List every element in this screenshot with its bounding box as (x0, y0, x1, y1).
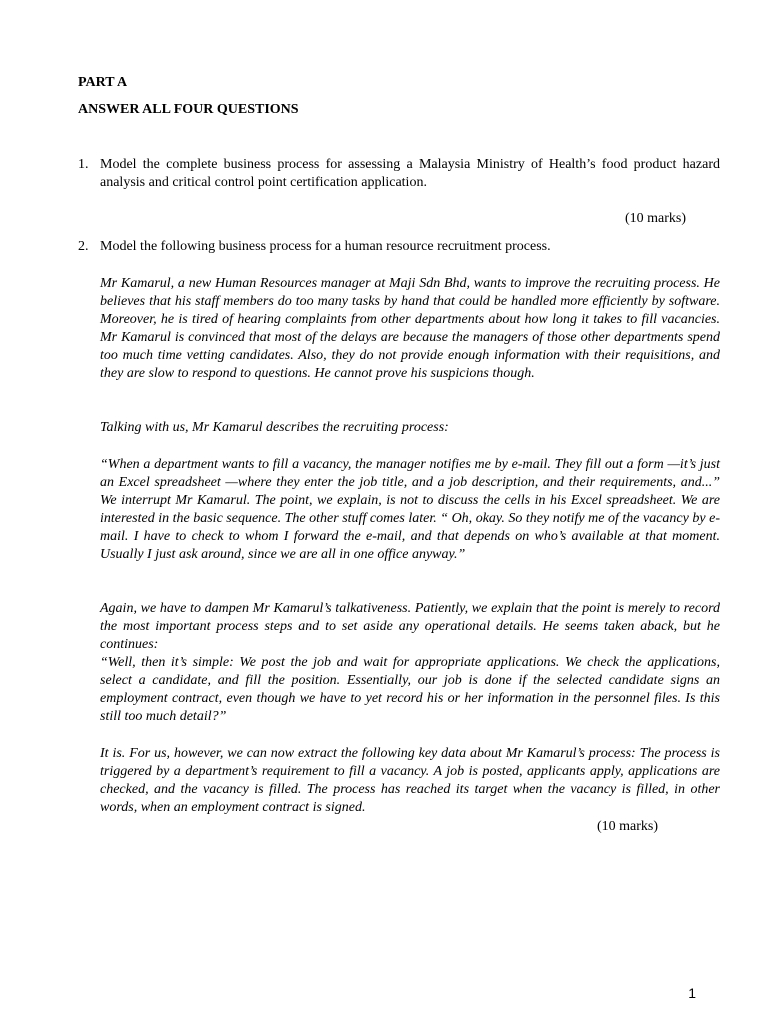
scenario-paragraph-5: “Well, then it’s simple: We post the job and wait for appropriate applications. We check the applications, select a candidate, and fill the position. Essentially, our job is done if the selected candidate signs an employment contract, even though we have to yet record his or her information in the personnel files. Is this still too much detail?” (100, 655, 720, 724)
question-2-number: 2. (78, 239, 89, 254)
question-1-text: Model the complete business process for assessing a Malaysia Ministry of Health’s food product hazard analysis and critical control point certification application. (100, 157, 720, 190)
question-2-marks: (10 marks) (596, 819, 658, 834)
scenario-paragraph-2: Talking with us, Mr Kamarul describes the recruiting process: (100, 420, 449, 435)
page-number: 1 (688, 985, 696, 1001)
scenario-paragraph-3: “When a department wants to fill a vacancy, the manager notifies me by e-mail. They fill out a form —it’s just an Excel spreadsheet —where they enter the job title, and a job description, and their requirements, and...” We interrupt Mr Kamarul. The point, we explain, is not to discuss the cells in his Excel spreadsheet. We are interested in the basic sequence. The other stuff comes later. “ Oh, okay. So they notify me of the vacancy by e-mail. I have to check to whom I forward the e-mail, and that depends on who’s available at that moment. Usually I just ask around, since we are all in one office anyway.” (100, 457, 720, 562)
instruction-heading: ANSWER ALL FOUR QUESTIONS (78, 102, 299, 117)
question-1-marks: (10 marks) (624, 211, 686, 226)
scenario-paragraph-4: Again, we have to dampen Mr Kamarul’s talkativeness. Patiently, we explain that the point is merely to record the most important process steps and to set aside any operational details. He seems taken aback, but he continues: (100, 601, 720, 652)
scenario-paragraph-6: It is. For us, however, we can now extract the following key data about Mr Kamarul’s process: The process is triggered by a department’s requirement to fill a vacancy. A job is posted, applicants apply, applications are checked, and the vacancy is filled. The process has reached its target when the vacancy is filled, in other words, when an employment contract is signed. (100, 746, 720, 815)
question-2-text: Model the following business process for a human resource recruitment process. (100, 239, 551, 254)
question-1-number: 1. (78, 157, 89, 172)
part-heading: PART A (78, 75, 128, 90)
scenario-paragraph-1: Mr Kamarul, a new Human Resources manager at Maji Sdn Bhd, wants to improve the recruiting process. He believes that his staff members do too many tasks by hand that could be handled more efficiently by software. Moreover, he is tired of hearing complaints from other departments about how long it takes to fill vacancies. Mr Kamarul is convinced that most of the delays are because the managers of those other departments spend too much time vetting candidates. Also, they do not provide enough information with their requisitions, and they are slow to respond to questions. He cannot prove his suspicions though. (100, 276, 720, 381)
